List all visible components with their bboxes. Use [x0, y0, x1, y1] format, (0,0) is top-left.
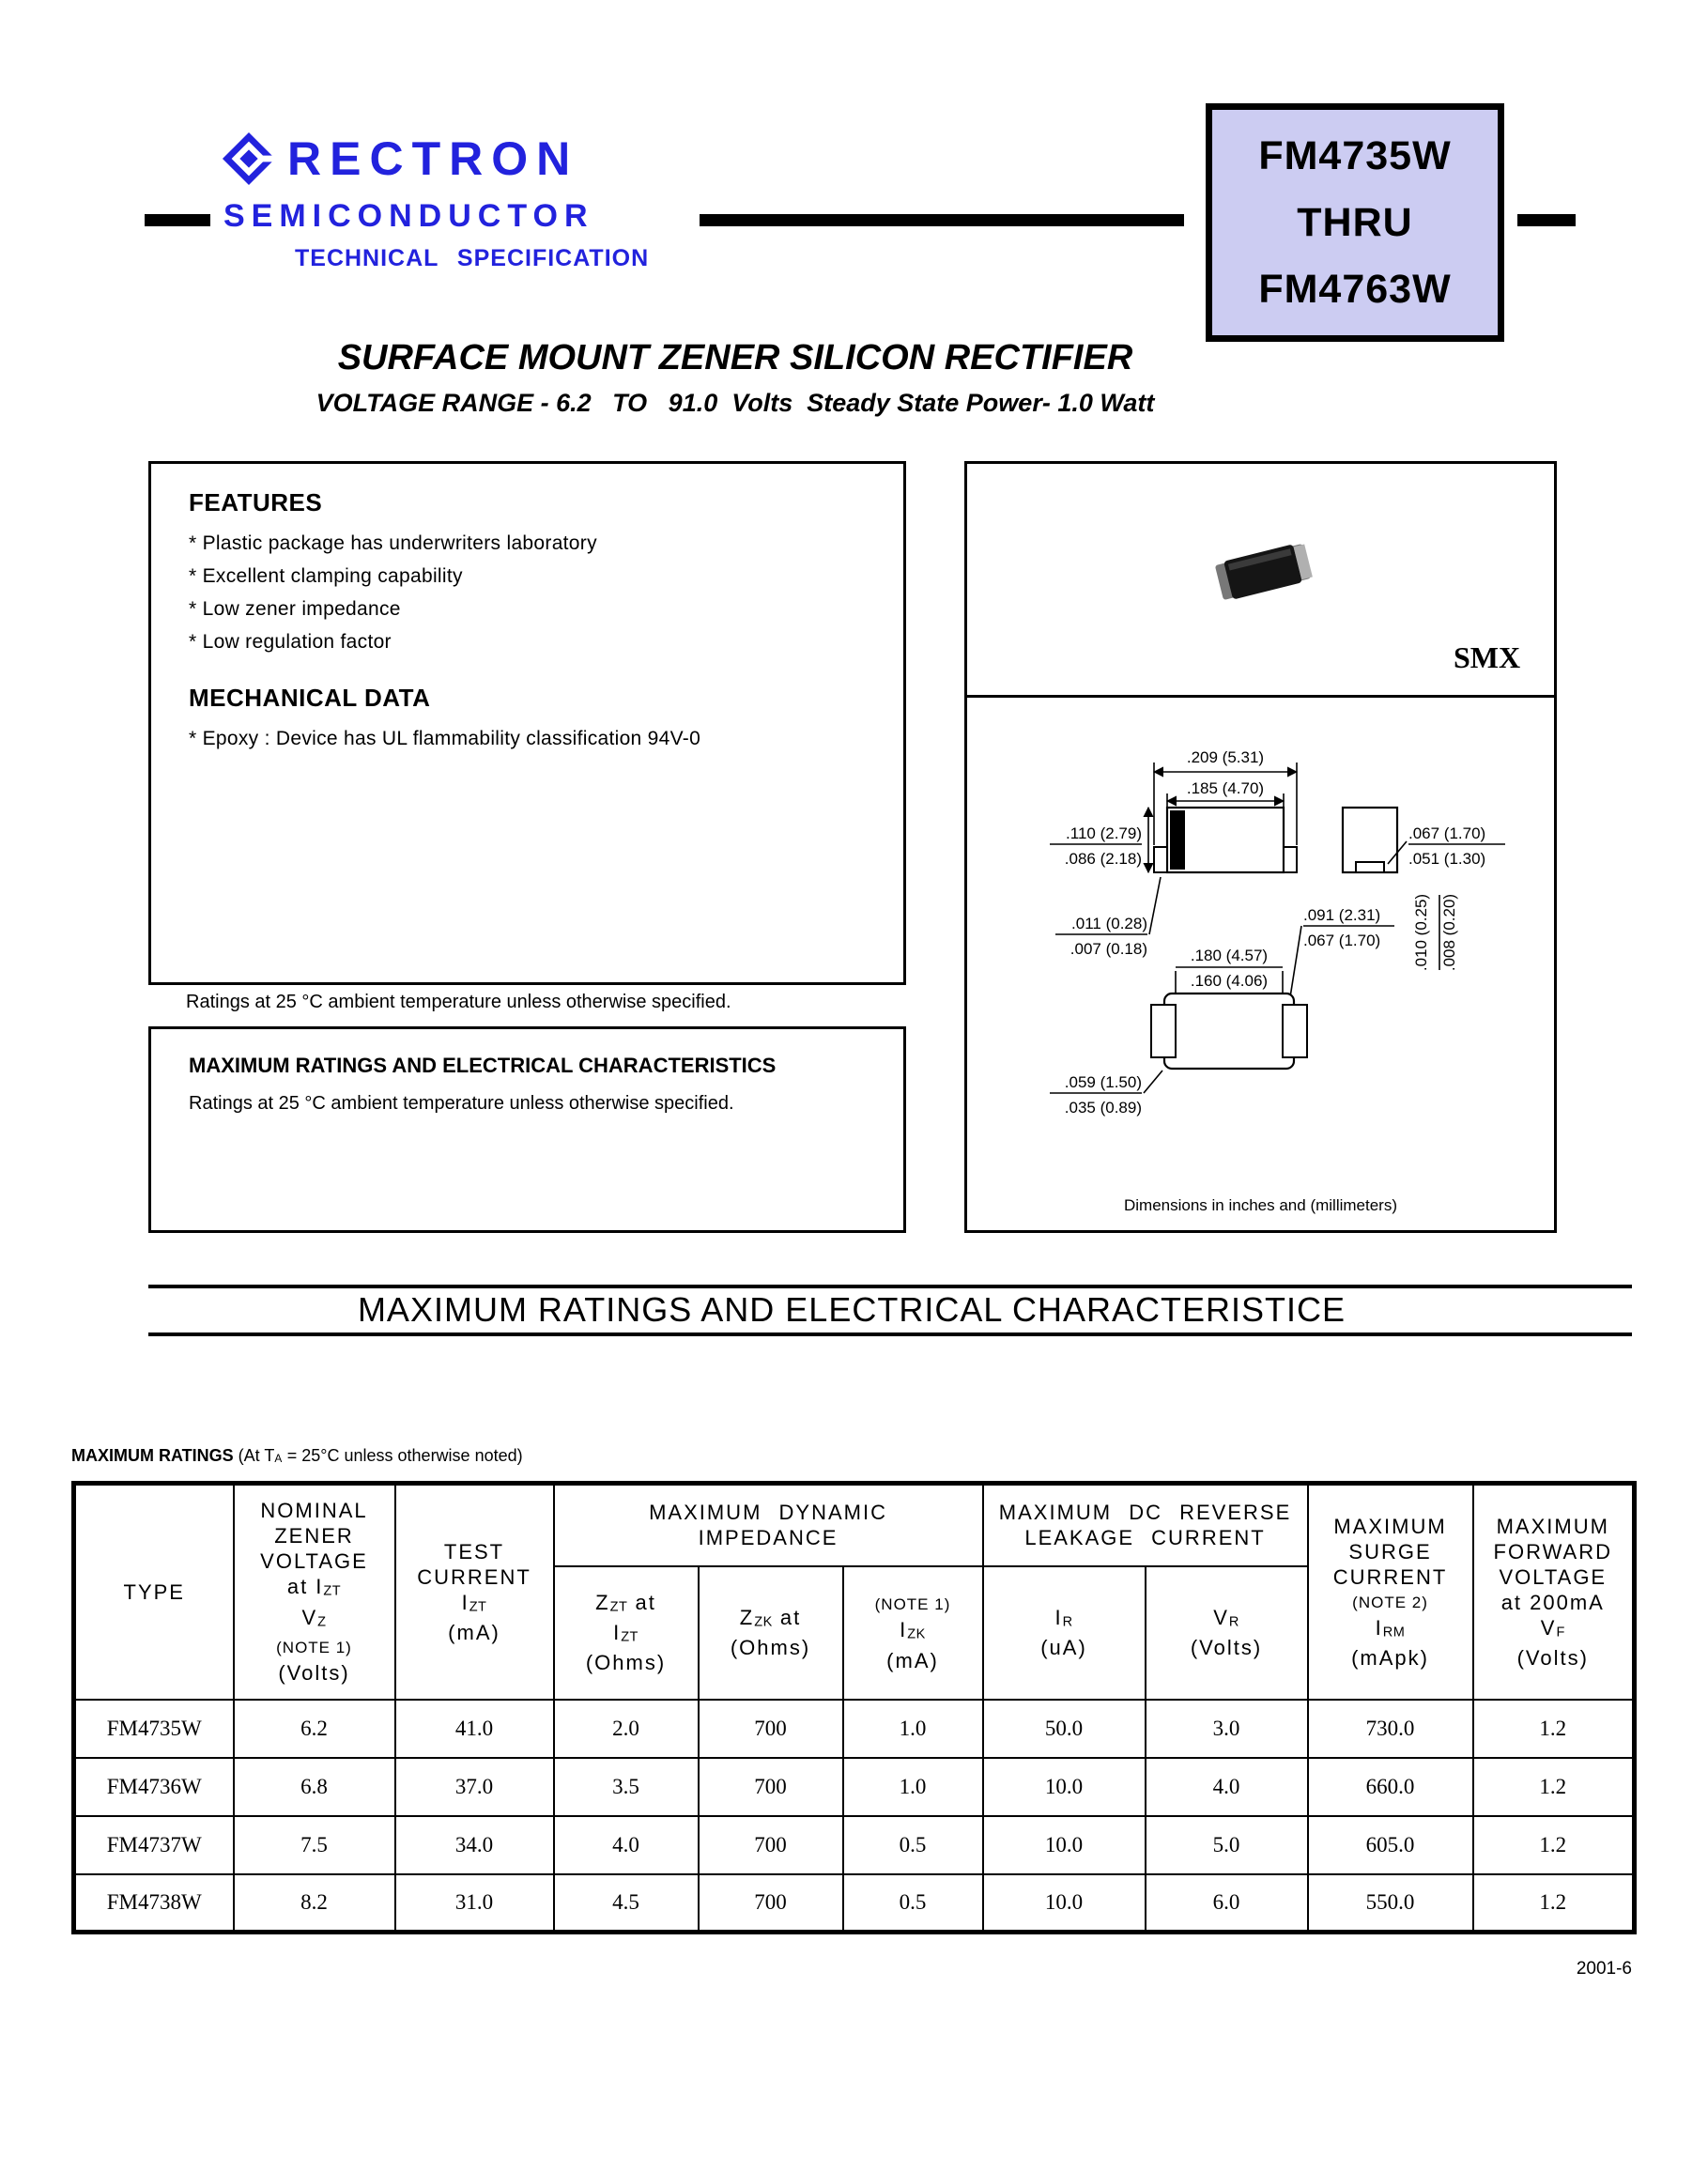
features-heading: FEATURES: [189, 488, 323, 516]
cell-ir: 50.0: [983, 1700, 1146, 1758]
dim-terminal-width-max: .067 (1.70): [1408, 824, 1486, 842]
group-header-reverse-leakage: MAXIMUM DC REVERSE LEAKAGE CURRENT: [983, 1484, 1308, 1566]
document-title: SURFACE MOUNT ZENER SILICON RECTIFIER: [337, 338, 1133, 377]
cell-vr: 5.0: [1146, 1816, 1308, 1874]
cell-izk: 0.5: [843, 1874, 983, 1933]
cell-vz: 6.8: [234, 1758, 395, 1816]
maximum-ratings-note: Ratings at 25 °C ambient temperature unless otherwise specified.: [189, 1093, 734, 1114]
maximum-ratings-heading: MAXIMUM RATINGS AND ELECTRICAL CHARACTERISTICS: [189, 1054, 777, 1077]
col-header-surge-current: MAXIMUM SURGE CURRENT (NOTE 2) IRM (mApk): [1308, 1484, 1473, 1700]
feature-item: * Low regulation factor: [189, 631, 392, 653]
cell-izk: 1.0: [843, 1758, 983, 1816]
col-header-zzk: ZZK at (Ohms): [699, 1566, 843, 1700]
brand-tagline: TECHNICAL SPECIFICATION: [295, 245, 650, 271]
col-header-zener-voltage: NOMINAL ZENER VOLTAGE at IZT VZ (NOTE 1) (Volts): [234, 1484, 395, 1700]
cell-zzk: 700: [699, 1700, 843, 1758]
dim-body-width-min: .160 (4.06): [1190, 972, 1269, 990]
cell-vr: 4.0: [1146, 1758, 1308, 1816]
cell-irm: 550.0: [1308, 1874, 1473, 1933]
package-box-divider: [967, 695, 1554, 698]
cell-zzk: 700: [699, 1874, 843, 1933]
header-rule-middle: [700, 214, 1184, 226]
table-caption-post: = 25°C unless otherwise noted): [282, 1446, 523, 1465]
table-caption-sub: A: [274, 1452, 283, 1466]
dim-pad-length-max: .091 (2.31): [1303, 906, 1381, 924]
dim-foot-length-max: .059 (1.50): [1064, 1073, 1142, 1091]
cell-vr: 3.0: [1146, 1700, 1308, 1758]
cell-vz: 7.5: [234, 1816, 395, 1874]
brand-division: SEMICONDUCTOR: [223, 198, 594, 234]
header-rule-right: [1517, 214, 1576, 226]
cell-vf: 1.2: [1473, 1700, 1635, 1758]
table-row: [74, 1700, 1635, 1758]
package-drawing-box: [964, 461, 1557, 1233]
dim-height-max: .110 (2.79): [1066, 824, 1142, 842]
col-header-izk: (NOTE 1) IZK (mA): [843, 1566, 983, 1700]
col-header-zzt: ZZT at IZT (Ohms): [554, 1566, 699, 1700]
header-rule-left: [145, 214, 210, 226]
cell-ir: 10.0: [983, 1816, 1146, 1874]
cell-izt: 34.0: [395, 1816, 554, 1874]
brand-lockup: [222, 131, 578, 186]
table-caption-pre: (At T: [233, 1446, 275, 1465]
feature-item: * Plastic package has underwriters laboratory: [189, 532, 597, 554]
dim-standoff-max: .010 (0.25): [1412, 893, 1430, 972]
section-rule-bottom: [148, 1332, 1632, 1336]
cell-irm: 660.0: [1308, 1758, 1473, 1816]
cell-izt: 31.0: [395, 1874, 554, 1933]
dim-body-width-max: .180 (4.57): [1190, 947, 1269, 964]
dim-overall-length-min: .185 (4.70): [1186, 779, 1265, 797]
dim-pad-length-min: .067 (1.70): [1303, 932, 1381, 949]
dim-overall-length-max: .209 (5.31): [1186, 748, 1265, 766]
features-box: [148, 461, 906, 985]
mechanical-data-heading: MECHANICAL DATA: [189, 684, 431, 712]
package-dimension-drawing: [967, 701, 1560, 1142]
feature-item: * Excellent clamping capability: [189, 565, 463, 587]
dim-foot-length-min: .035 (0.89): [1064, 1099, 1142, 1117]
ratings-table: [71, 1481, 1637, 1934]
cell-irm: 730.0: [1308, 1700, 1473, 1758]
cell-vf: 1.2: [1473, 1816, 1635, 1874]
col-header-type: TYPE: [74, 1484, 234, 1700]
cell-izk: 0.5: [843, 1816, 983, 1874]
cell-ir: 10.0: [983, 1874, 1146, 1933]
cell-irm: 605.0: [1308, 1816, 1473, 1874]
table-caption: [71, 1446, 523, 1466]
cell-zzt: 3.5: [554, 1758, 699, 1816]
table-row: [74, 1874, 1635, 1933]
cell-type: FM4735W: [74, 1700, 234, 1758]
brand-name: RECTRON: [287, 132, 579, 185]
cell-zzt: 4.0: [554, 1816, 699, 1874]
cell-zzk: 700: [699, 1758, 843, 1816]
feature-item: * Low zener impedance: [189, 598, 401, 620]
part-number-end: FM4763W: [1258, 266, 1452, 312]
cell-zzk: 700: [699, 1816, 843, 1874]
ratings-ambient-note: Ratings at 25 °C ambient temperature unless otherwise specified.: [186, 992, 731, 1012]
cell-vf: 1.2: [1473, 1758, 1635, 1816]
col-header-forward-voltage: MAXIMUM FORWARD VOLTAGE at 200mA VF (Volts): [1473, 1484, 1635, 1700]
smd-package-photo: [1207, 530, 1319, 614]
cell-vf: 1.2: [1473, 1874, 1635, 1933]
cell-type: FM4736W: [74, 1758, 234, 1816]
table-caption-bold: MAXIMUM RATINGS: [71, 1446, 234, 1465]
section-heading: MAXIMUM RATINGS AND ELECTRICAL CHARACTERISTICE: [357, 1290, 1346, 1329]
dim-terminal-width-min: .051 (1.30): [1408, 850, 1486, 868]
col-header-test-current: TEST CURRENT IZT (mA): [395, 1484, 554, 1700]
cell-zzt: 2.0: [554, 1700, 699, 1758]
cell-vz: 8.2: [234, 1874, 395, 1933]
mechanical-item: * Epoxy : Device has UL flammability classification 94V-0: [189, 728, 701, 749]
col-header-ir: IR (uA): [983, 1566, 1146, 1700]
part-number-start: FM4735W: [1258, 132, 1452, 178]
document-subtitle: VOLTAGE RANGE - 6.2 TO 91.0 Volts Steady State Power- 1.0 Watt: [315, 389, 1155, 417]
maximum-ratings-box: [148, 1026, 906, 1233]
dimensions-footnote: Dimensions in inches and (millimeters): [1124, 1196, 1397, 1214]
group-header-dynamic-impedance: MAXIMUM DYNAMIC IMPEDANCE: [554, 1484, 983, 1566]
part-number-box: [1206, 103, 1504, 342]
cell-vz: 6.2: [234, 1700, 395, 1758]
cell-zzt: 4.5: [554, 1874, 699, 1933]
cell-izt: 37.0: [395, 1758, 554, 1816]
section-rule-top: [148, 1285, 1632, 1288]
dim-lead-thickness-min: .007 (0.18): [1069, 940, 1147, 958]
cell-ir: 10.0: [983, 1758, 1146, 1816]
rectron-logo-icon: [222, 131, 276, 186]
dim-standoff-min: .008 (0.20): [1440, 893, 1458, 972]
table-row: [74, 1758, 1635, 1816]
package-name-label: SMX: [1454, 640, 1521, 674]
cell-izt: 41.0: [395, 1700, 554, 1758]
cell-type: FM4738W: [74, 1874, 234, 1933]
part-number-thru: THRU: [1297, 199, 1413, 245]
dim-lead-thickness-max: .011 (0.28): [1071, 915, 1147, 932]
cell-type: FM4737W: [74, 1816, 234, 1874]
cell-vr: 6.0: [1146, 1874, 1308, 1933]
table-row: [74, 1816, 1635, 1874]
col-header-vr: VR (Volts): [1146, 1566, 1308, 1700]
document-code: 2001-6: [1576, 1959, 1632, 1979]
cell-izk: 1.0: [843, 1700, 983, 1758]
dim-height-min: .086 (2.18): [1064, 850, 1142, 868]
